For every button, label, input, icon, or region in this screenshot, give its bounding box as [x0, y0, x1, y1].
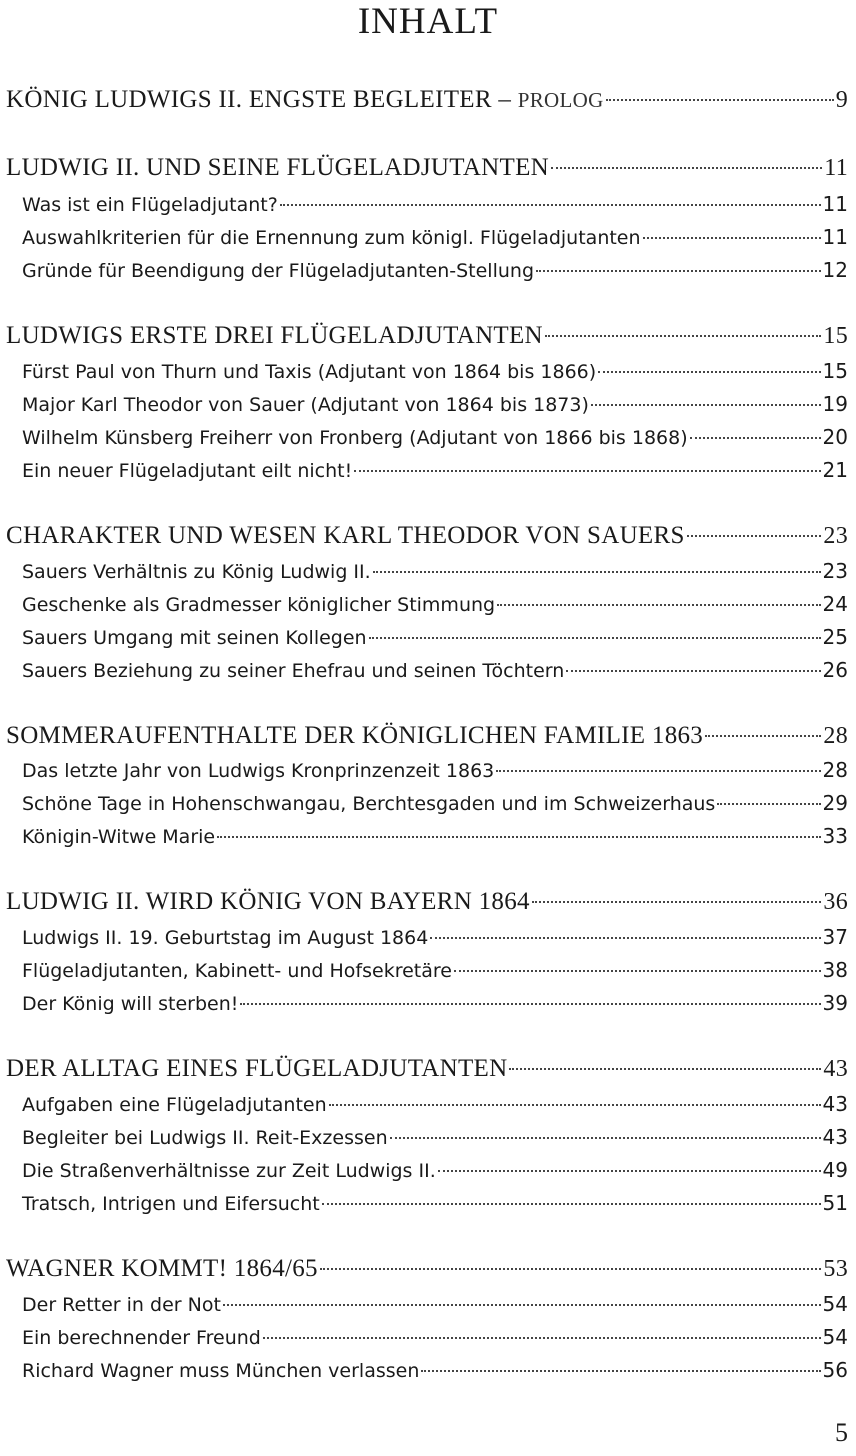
dot-leader [566, 670, 820, 672]
dot-leader [263, 1337, 821, 1339]
dot-leader [322, 1203, 821, 1205]
prolog-title: KÖNIG LUDWIGS II. ENGSTE BEGLEITER – [6, 86, 518, 113]
toc-section[interactable] [22, 824, 848, 848]
toc-section[interactable] [22, 758, 848, 782]
toc-section[interactable] [22, 225, 848, 249]
page-number: 5 [835, 1418, 848, 1447]
toc-section[interactable] [22, 592, 848, 616]
page-ref: 12 [822, 258, 848, 282]
toc-section[interactable] [22, 1191, 848, 1215]
toc-section[interactable] [22, 1358, 848, 1382]
section-title: Richard Wagner muss München verlassen [22, 1360, 420, 1382]
page-ref: 23 [822, 559, 848, 583]
toc-section[interactable] [22, 1158, 848, 1182]
section-title: Was ist ein Flügeladjutant? [22, 194, 278, 216]
page-ref: 36 [823, 889, 848, 915]
page-ref: 21 [822, 458, 848, 482]
toc-chapter[interactable] [6, 1055, 848, 1083]
page-ref: 51 [822, 1191, 848, 1215]
dot-leader [643, 237, 821, 239]
prolog-suffix: PROLOG [517, 88, 604, 112]
toc-section[interactable] [22, 425, 848, 449]
dot-leader [690, 437, 821, 439]
dot-leader [496, 770, 820, 772]
chapter-title [6, 86, 604, 114]
chapter-title: LUDWIG II. UND SEINE FLÜGELADJUTANTEN [6, 154, 550, 181]
section-title: Begleiter bei Ludwigs II. Reit-Exzessen [22, 1127, 388, 1149]
page-ref: 43 [822, 1125, 848, 1149]
dot-leader [532, 901, 822, 903]
page-ref: 28 [822, 758, 848, 782]
toc-chapter[interactable] [6, 154, 848, 182]
section-title: Ludwigs II. 19. Geburtstag im August 1864 [22, 927, 429, 949]
page-ref: 11 [822, 192, 848, 216]
toc-chapter[interactable] [6, 888, 848, 916]
chapter-title: WAGNER KOMMT! 1864/65 [6, 1255, 318, 1282]
page-ref: 9 [835, 87, 848, 113]
page-ref: 39 [822, 991, 848, 1015]
dot-leader [606, 99, 834, 101]
toc-section[interactable] [22, 991, 848, 1015]
dot-leader [536, 270, 821, 272]
dot-leader [217, 836, 820, 838]
page-ref: 24 [822, 592, 848, 616]
dot-leader [369, 637, 821, 639]
page-title: INHALT [357, 1, 499, 42]
page-ref: 43 [822, 1092, 848, 1116]
toc-section[interactable] [22, 625, 848, 649]
section-title: Sauers Umgang mit seinen Kollegen [22, 627, 367, 649]
dot-leader [430, 937, 820, 939]
dot-leader [509, 1068, 821, 1070]
section-title: Schöne Tage in Hohenschwangau, Berchtesgaden und im Schweizerhaus [22, 793, 716, 815]
page-ref: 37 [822, 925, 848, 949]
toc-chapter[interactable] [6, 322, 848, 350]
toc-section[interactable] [22, 925, 848, 949]
chapter-title: LUDWIG II. WIRD KÖNIG VON BAYERN 1864 [6, 888, 530, 915]
dot-leader [705, 735, 821, 737]
dot-leader [390, 1137, 821, 1139]
section-title: Flügeladjutanten, Kabinett- und Hofsekretäre [22, 960, 452, 982]
toc-section[interactable] [22, 1325, 848, 1349]
section-title: Wilhelm Künsberg Freiherr von Fronberg (Adjutant von 1866 bis 1868) [22, 427, 688, 449]
section-title: Fürst Paul von Thurn und Taxis (Adjutant von 1864 bis 1866) [22, 361, 597, 383]
page-ref: 49 [822, 1158, 848, 1182]
section-title: Die Straßenverhältnisse zur Zeit Ludwigs II. [22, 1160, 436, 1182]
toc-section[interactable] [22, 192, 848, 216]
toc-section[interactable] [22, 1125, 848, 1149]
dot-leader [454, 970, 821, 972]
toc-section[interactable] [22, 258, 848, 282]
toc-chapter[interactable] [6, 722, 848, 750]
chapter-title: LUDWIGS ERSTE DREI FLÜGELADJUTANTEN [6, 322, 543, 349]
section-title: Auswahlkriterien für die Ernennung zum königl. Flügeladjutanten [22, 227, 641, 249]
section-title: Tratsch, Intrigen und Eifersucht [22, 1193, 320, 1215]
page-ref: 56 [822, 1358, 848, 1382]
toc-section[interactable] [22, 1092, 848, 1116]
page-ref: 23 [823, 523, 848, 549]
page-ref: 33 [822, 824, 848, 848]
toc-section[interactable] [22, 392, 848, 416]
dot-leader [329, 1104, 821, 1106]
section-title: Gründe für Beendigung der Flügeladjutanten-Stellung [22, 260, 535, 282]
dot-leader [717, 803, 820, 805]
section-title: Aufgaben eine Flügeladjutanten [22, 1094, 327, 1116]
chapter-title: SOMMERAUFENTHALTE DER KÖNIGLICHEN FAMILIE 1863 [6, 722, 704, 749]
section-title: Ein neuer Flügeladjutant eilt nicht! [22, 460, 353, 482]
toc-section[interactable] [22, 359, 848, 383]
page-ref: 15 [822, 359, 848, 383]
toc-chapter[interactable] [6, 522, 848, 550]
section-title: Ein berechnender Freund [22, 1327, 261, 1349]
section-title: Das letzte Jahr von Ludwigs Kronprinzenzeit 1863 [22, 760, 495, 782]
section-title: Major Karl Theodor von Sauer (Adjutant von 1864 bis 1873) [22, 394, 589, 416]
page-ref: 43 [823, 1056, 848, 1082]
page-ref: 38 [822, 958, 848, 982]
section-title: Königin-Witwe Marie [22, 826, 216, 848]
toc-section[interactable] [22, 1292, 848, 1316]
section-title: Der König will sterben! [22, 993, 239, 1015]
dot-leader [545, 335, 821, 337]
chapter-title: DER ALLTAG EINES FLÜGELADJUTANTEN [6, 1055, 508, 1082]
toc-chapter[interactable] [6, 1255, 848, 1283]
dot-leader [240, 1003, 820, 1005]
toc-prolog[interactable] [6, 86, 848, 114]
page-ref: 54 [822, 1292, 848, 1316]
page-ref: 29 [822, 791, 848, 815]
dot-leader [280, 204, 821, 206]
chapter-title: CHARAKTER UND WESEN KARL THEODOR VON SAUERS [6, 522, 685, 549]
section-title: Sauers Verhältnis zu König Ludwig II. [22, 561, 371, 583]
dot-leader [551, 167, 822, 169]
dot-leader [320, 1268, 822, 1270]
dot-leader [598, 371, 820, 373]
toc-section[interactable] [22, 791, 848, 815]
page-ref: 19 [822, 392, 848, 416]
dot-leader [354, 470, 820, 472]
dot-leader [591, 404, 821, 406]
page-ref: 20 [822, 425, 848, 449]
toc-section[interactable] [22, 958, 848, 982]
page-ref: 54 [822, 1325, 848, 1349]
page-ref: 28 [823, 723, 848, 749]
page-ref: 15 [823, 323, 848, 349]
toc-section[interactable] [22, 658, 848, 682]
dot-leader [421, 1370, 820, 1372]
dot-leader [438, 1170, 821, 1172]
page-ref: 11 [824, 155, 848, 181]
dot-leader [373, 571, 821, 573]
dot-leader [497, 604, 820, 606]
page-ref: 25 [822, 625, 848, 649]
section-title: Sauers Beziehung zu seiner Ehefrau und seinen Töchtern [22, 660, 565, 682]
dot-leader [223, 1304, 821, 1306]
dot-leader [687, 535, 822, 537]
page-ref: 11 [822, 225, 848, 249]
page-ref: 26 [822, 658, 848, 682]
page-ref: 53 [823, 1256, 848, 1282]
toc-section[interactable] [22, 458, 848, 482]
toc-section[interactable] [22, 559, 848, 583]
section-title: Geschenke als Gradmesser königlicher Stimmung [22, 594, 496, 616]
section-title: Der Retter in der Not [22, 1294, 221, 1316]
